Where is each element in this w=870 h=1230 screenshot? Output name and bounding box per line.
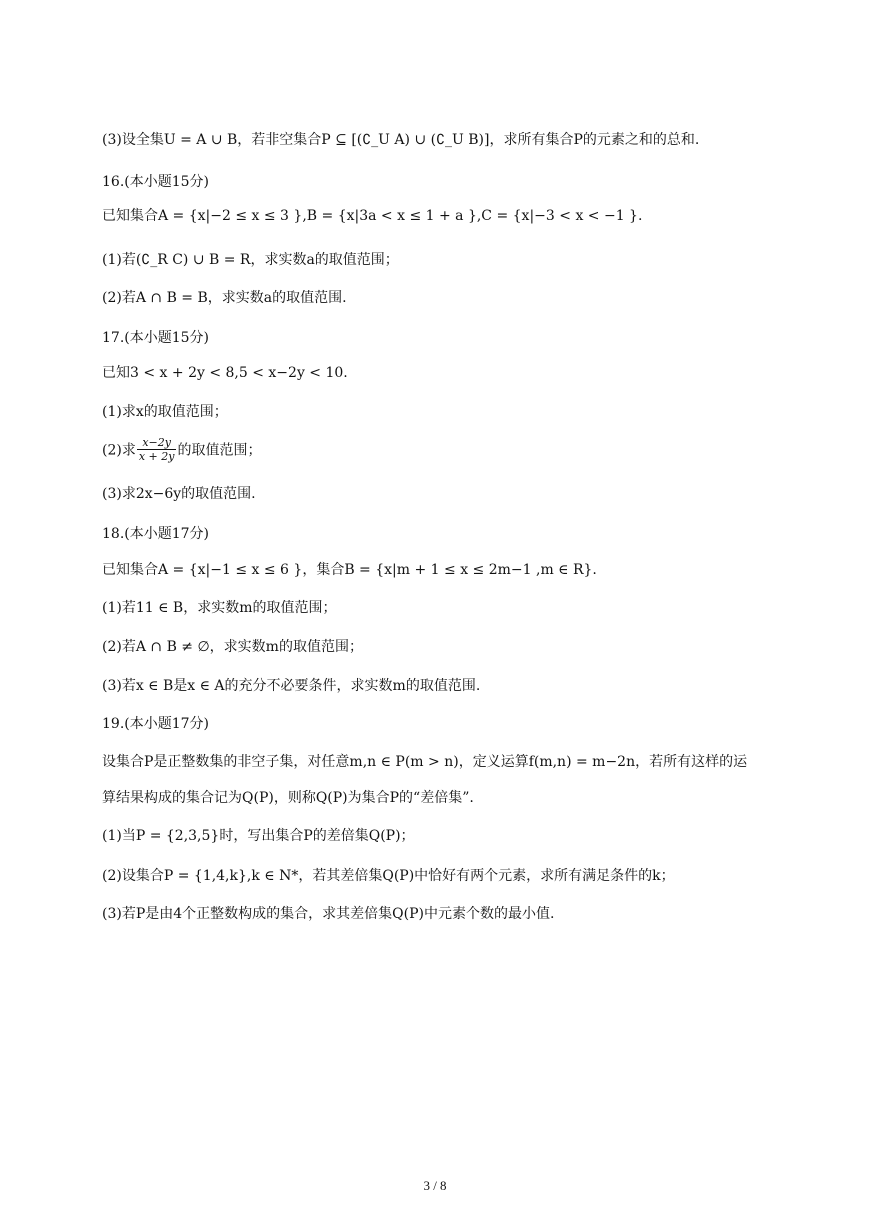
question-16-heading: 16.(本小题15分) [102, 174, 210, 190]
question-19-part-1: (1)当P = {2,3,5}时，写出集合P的差倍集Q(P)； [102, 828, 415, 844]
question-19-part-3: (3)若P是由4个正整数构成的集合，求其差倍集Q(P)中元素个数的最小值. [102, 906, 555, 922]
fraction-denominator: x + 2y [138, 450, 175, 463]
question-15-part-3: (3)设全集U = A ∪ B，若非空集合P ⊆ [(∁_U A) ∪ (∁_U B)]，求所有集合P的元素之和的总和. [102, 132, 700, 148]
question-16-stem: 已知集合A = {x|−2 ≤ x ≤ 3 },B = {x|3a < x ≤ 1 + a },C = {x|−3 < x < −1 }. [102, 208, 643, 224]
question-19-stem-line-1: 设集合P是正整数集的非空子集，对任意m,n ∈ P(m > n)，定义运算f(m,n) = m−2n，若所有这样的运 [102, 754, 748, 770]
fraction-suffix: 的取值范围； [177, 442, 262, 459]
question-17-part-2 [102, 436, 261, 476]
question-16-part-2: (2)若A ∩ B = B，求实数a的取值范围. [102, 290, 347, 306]
question-18-part-1: (1)若11 ∈ B，求实数m的取值范围； [102, 600, 337, 616]
question-18-part-3: (3)若x ∈ B是x ∈ A的充分不必要条件，求实数m的取值范围. [102, 678, 481, 694]
fraction [137, 436, 177, 463]
question-18-part-2: (2)若A ∩ B ≠ ∅，求实数m的取值范围； [102, 639, 363, 655]
question-19-part-2: (2)设集合P = {1,4,k},k ∈ N*，若其差倍集Q(P)中恰好有两个元素，求所有满足条件的k； [102, 868, 675, 884]
question-16-part-1: (1)若(∁_R C) ∪ B = R，求实数a的取值范围； [102, 252, 399, 268]
question-17-heading: 17.(本小题15分) [102, 330, 210, 346]
question-19-stem-line-2: 算结果构成的集合记为Q(P)，则称Q(P)为集合P的“差倍集”. [102, 790, 474, 806]
page-number: 3 / 8 [423, 1178, 447, 1193]
question-18-stem: 已知集合A = {x|−1 ≤ x ≤ 6 }，集合B = {x|m + 1 ≤ x ≤ 2m−1 ,m ∈ R}. [102, 562, 597, 578]
question-17-stem: 已知3 < x + 2y < 8,5 < x−2y < 10. [102, 365, 348, 381]
fraction-prefix: (2)求 [102, 442, 136, 459]
question-19-heading: 19.(本小题17分) [102, 716, 210, 732]
question-18-heading: 18.(本小题17分) [102, 526, 210, 542]
question-17-part-3: (3)求2x−6y的取值范围. [102, 486, 256, 502]
question-17-part-1: (1)求x的取值范围； [102, 404, 228, 420]
fraction-numerator: x−2y [137, 436, 177, 450]
